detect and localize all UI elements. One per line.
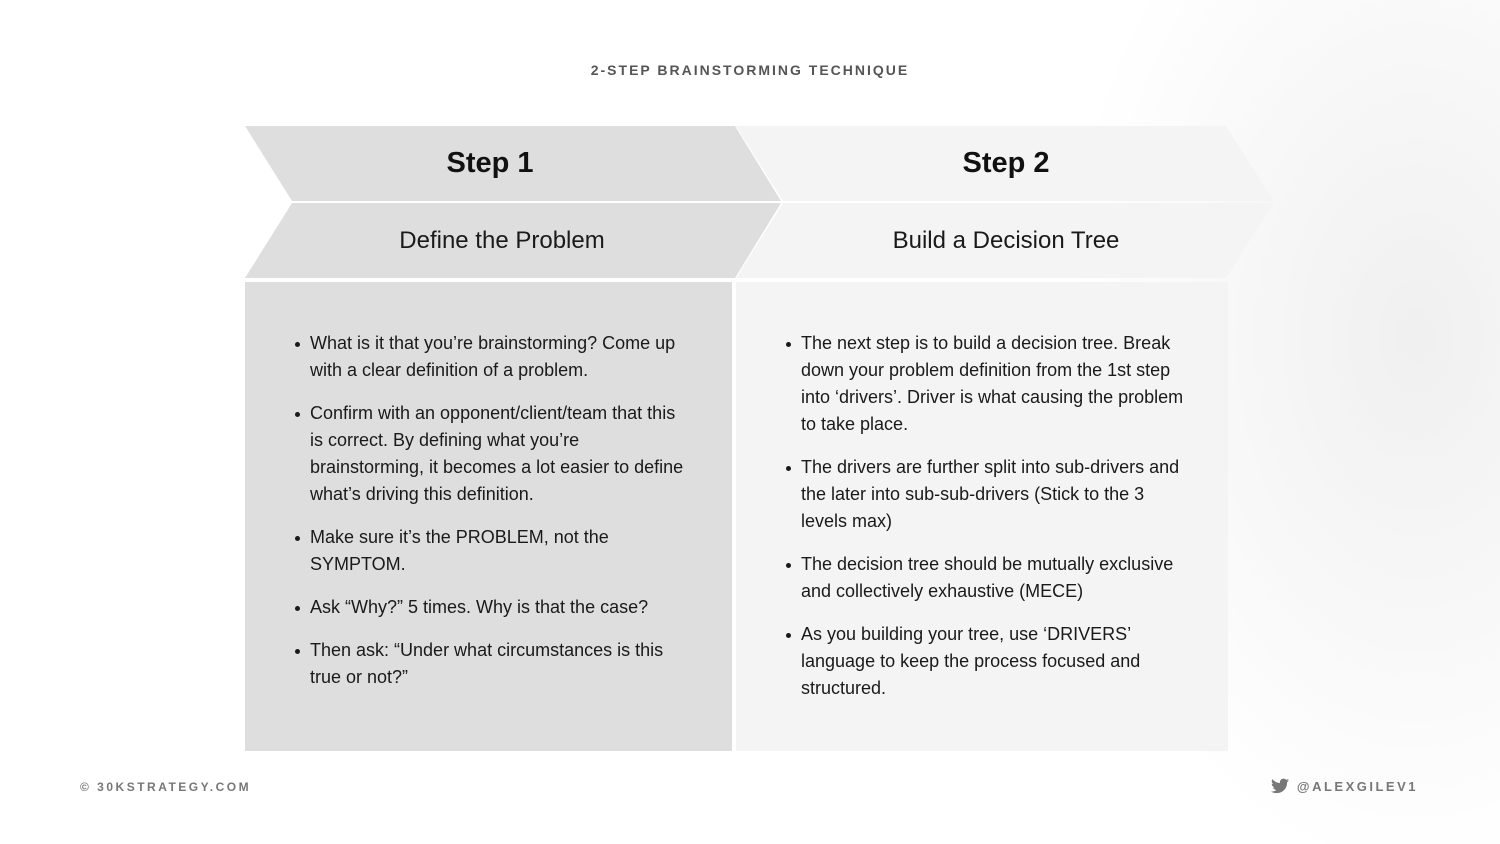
step-1-label: Step 1 [446, 147, 534, 179]
step-1-bullet: Make sure it’s the PROBLEM, not the SYMPTOM. [295, 524, 692, 578]
step-1-bullet: Then ask: “Under what circumstances is this true or not?” [295, 637, 692, 691]
footer-website[interactable]: © 30KSTRATEGY.COM [80, 780, 252, 794]
footer-handle-label: @ALEXGILEV1 [1296, 778, 1418, 794]
step-2-bullet: The drivers are further split into sub-drivers and the later into sub-sub-drivers (Stick to the 3 levels max) [786, 454, 1188, 535]
page-title: 2-STEP BRAINSTORMING TECHNIQUE [590, 62, 910, 78]
step-2-bullet: The decision tree should be mutually exclusive and collectively exhaustive (MECE) [786, 551, 1188, 605]
step-1-bullet-list [295, 330, 692, 691]
twitter-icon [1271, 778, 1289, 794]
step-2-bullet: The next step is to build a decision tree. Break down your problem definition from the 1st step into ‘drivers’. Driver is what causing the problem to take place. [786, 330, 1188, 438]
step-1-panel [245, 282, 732, 751]
step-2-panel [736, 282, 1228, 751]
step-1-bullet: Confirm with an opponent/client/team that this is correct. By defining what you’re brainstorming, it becomes a lot easier to define what’s driving this definition. [295, 400, 692, 508]
step-2-label: Step 2 [962, 147, 1050, 179]
step-2-bullet-list [786, 330, 1188, 702]
step-2-bullet: As you building your tree, use ‘DRIVERS’ language to keep the process focused and structured. [786, 621, 1188, 702]
step-1-subtitle: Define the Problem [399, 226, 605, 254]
step-1-bullet: What is it that you’re brainstorming? Come up with a clear definition of a problem. [295, 330, 692, 384]
step-2-subtitle: Build a Decision Tree [892, 226, 1120, 254]
step-1-bullet: Ask “Why?” 5 times. Why is that the case? [295, 594, 692, 621]
footer-handle[interactable] [1271, 778, 1418, 794]
